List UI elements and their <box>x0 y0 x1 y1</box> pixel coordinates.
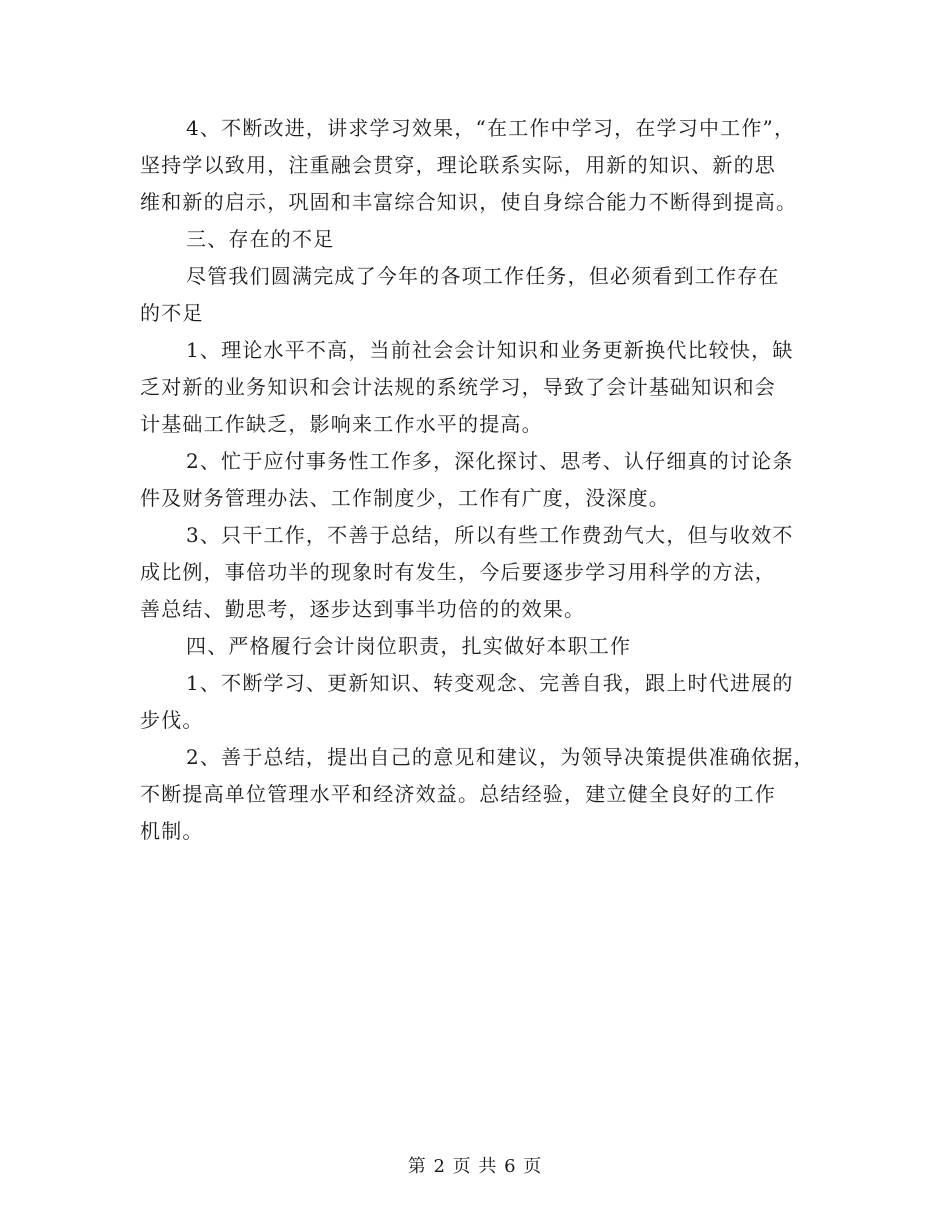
paragraph-line: 3、只干工作，不善于总结，所以有些工作费劲气大，但与收效不 <box>186 523 794 547</box>
paragraph-line: 1、理论水平不高，当前社会会计知识和业务更新换代比较快，缺 <box>186 338 794 362</box>
section-heading-duties <box>140 628 820 665</box>
paragraph-line: 件及财务管理办法、工作制度少，工作有广度，没深度。 <box>140 486 670 510</box>
paragraph-duty-2 <box>140 739 820 850</box>
paragraph-shortcoming-1 <box>140 332 820 443</box>
paragraph-line: 乏对新的业务知识和会计法规的系统学习，导致了会计基础知识和会 <box>140 375 776 399</box>
paragraph-intro-shortcomings <box>140 258 820 332</box>
paragraph-line: 步伐。 <box>140 708 204 732</box>
paragraph-duty-1 <box>140 665 820 739</box>
paragraph-line: 不断提高单位管理水平和经济效益。总结经验，建立健全良好的工作 <box>140 782 776 806</box>
paragraph-line: 2、忙于应付事务性工作多，深化探讨、思考、认仔细真的讨论条 <box>186 449 794 473</box>
section-heading: 三、存在的不足 <box>186 227 335 251</box>
paragraph-item-4 <box>140 110 820 221</box>
paragraph-line: 成比例，事倍功半的现象时有发生，今后要逐步学习用科学的方法， <box>140 560 776 584</box>
paragraph-line: 善总结、勤思考，逐步达到事半功倍的的效果。 <box>140 597 586 621</box>
paragraph-line: 2、善于总结，提出自己的意见和建议，为领导决策提供准确依据， <box>186 745 815 769</box>
page-number-footer: 第 2 页 共 6 页 <box>407 1156 543 1177</box>
paragraph-line: 维和新的启示，巩固和丰富综合知识，使自身综合能力不断得到提高。 <box>140 190 798 214</box>
paragraph-shortcoming-3 <box>140 517 820 628</box>
paragraph-line: 机制。 <box>140 819 204 843</box>
paragraph-line: 坚持学以致用，注重融会贯穿，理论联系实际，用新的知识、新的思 <box>140 153 776 177</box>
section-heading: 四、严格履行会计岗位职责，扎实做好本职工作 <box>186 634 632 658</box>
paragraph-line: 的不足 <box>140 301 204 325</box>
paragraph-line: 4、不断改进，讲求学习效果，“在工作中学习，在学习中工作”， <box>186 116 796 140</box>
paragraph-line: 1、不断学习、更新知识、转变观念、完善自我，跟上时代进展的 <box>186 671 794 695</box>
document-body <box>140 110 820 850</box>
paragraph-line: 尽管我们圆满完成了今年的各项工作任务，但必须看到工作存在 <box>186 264 780 288</box>
paragraph-line: 计基础工作缺乏，影响来工作水平的提高。 <box>140 412 543 436</box>
paragraph-shortcoming-2 <box>140 443 820 517</box>
section-heading-shortcomings <box>140 221 820 258</box>
